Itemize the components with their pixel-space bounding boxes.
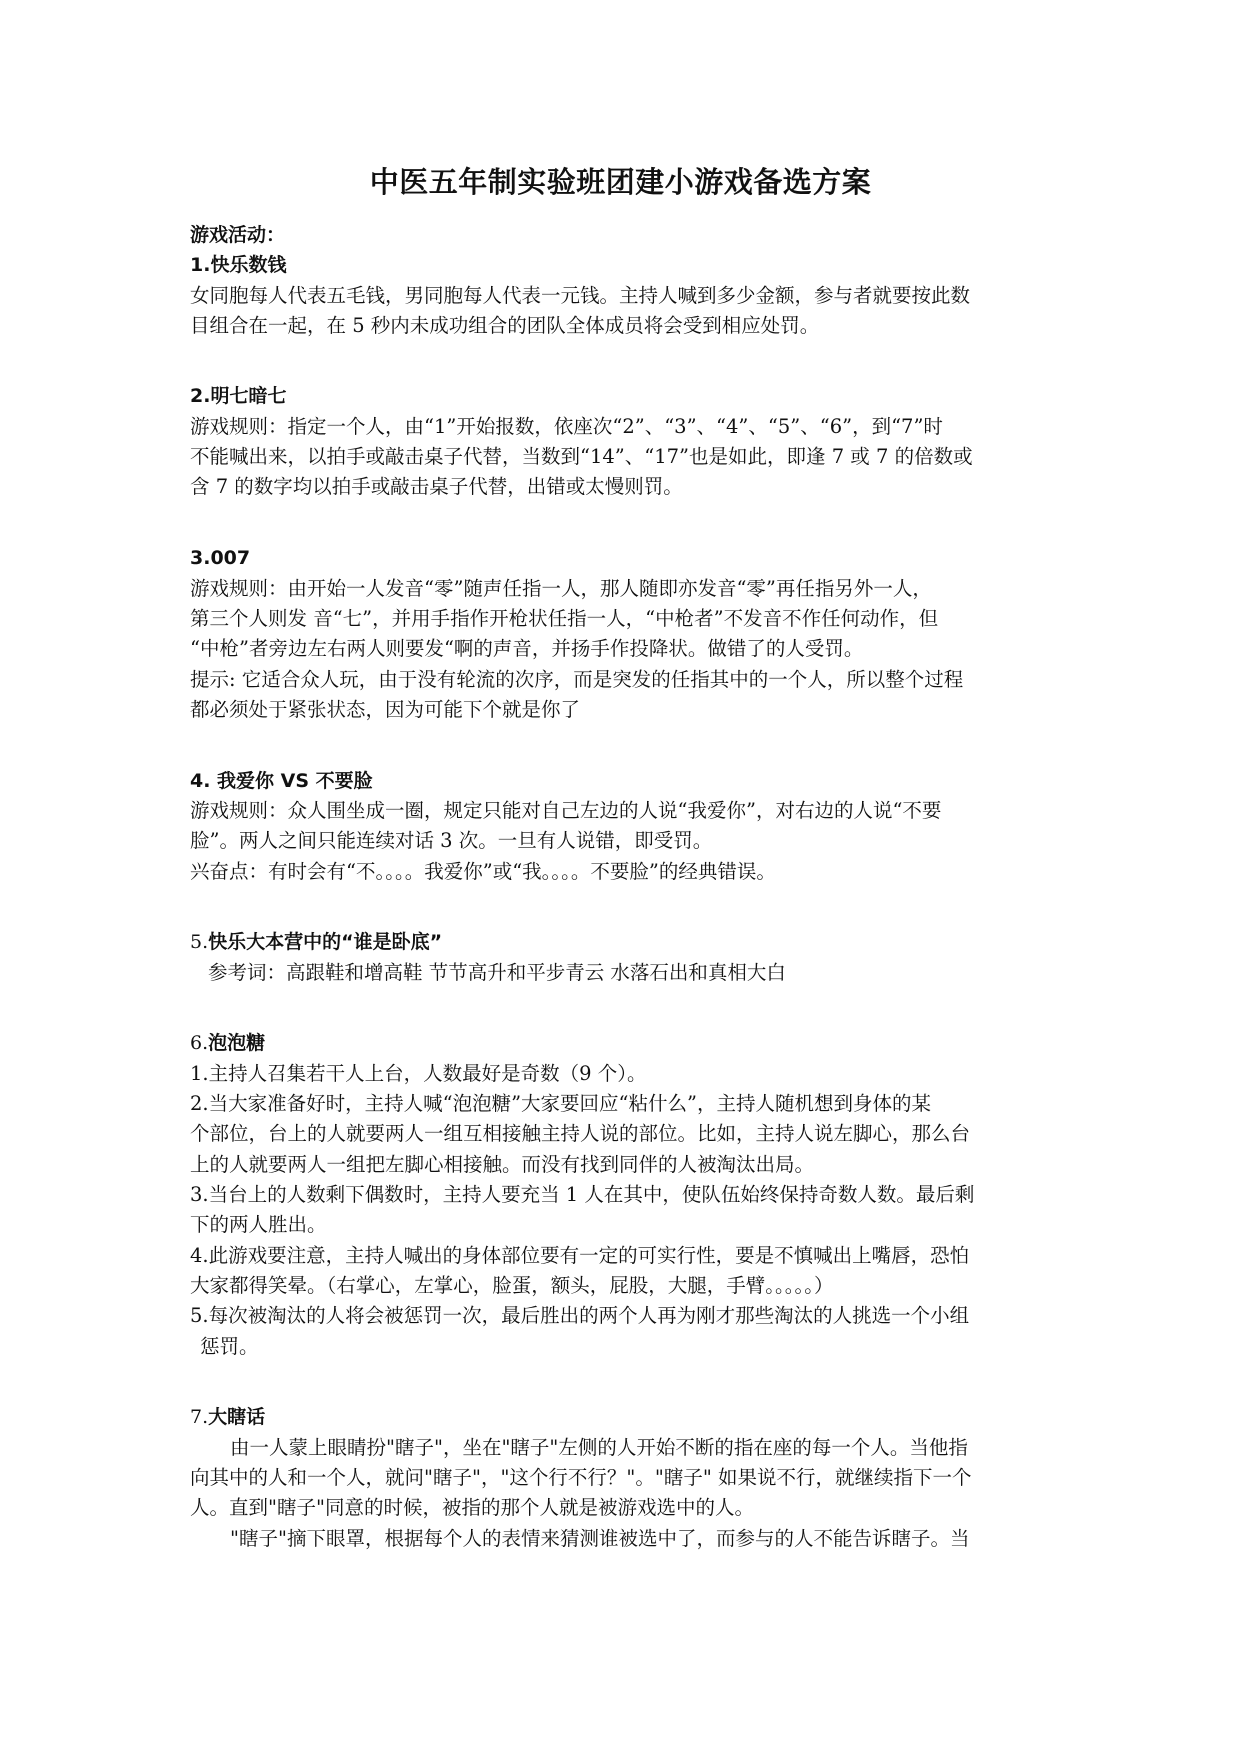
game-6-title: 泡泡糖 [208, 1032, 266, 1054]
game-7-line: 人。直到"瞎子"同意的时候，被指的那个人就是被游戏选中的人。 [190, 1496, 754, 1519]
game-6-line: 4.此游戏要注意，主持人喊出的身体部位要有一定的可实行性，要是不慎喊出上嘴唇，恐怕 [190, 1244, 970, 1267]
game-2-line: 含 7 的数字均以拍手或敲击桌子代替，出错或太慢则罚。 [190, 475, 683, 498]
game-7-heading [190, 1402, 1060, 1432]
game-6-line: 上的人就要两人一组把左脚心相接触。而没有找到同伴的人被淘汰出局。 [190, 1153, 815, 1176]
game-3-line: 第三个人则发 音“七”，并用手指作开枪状任指一人，“中枪者”不发音不作任何动作，但 [190, 607, 939, 630]
game-2-line: 不能喊出来，以拍手或敲击桌子代替，当数到“14”、“17”也是如此，即逢 7 或 7 的倍数或 [190, 445, 973, 468]
game-6-line: 5.每次被淘汰的人将会被惩罚一次，最后胜出的两个人再为刚才那些淘汰的人挑选一个小组 [190, 1304, 970, 1327]
game-7-line: 由一人蒙上眼睛扮"瞎子"，坐在"瞎子"左侧的人开始不断的指在座的每一个人。当他指 [230, 1436, 968, 1459]
game-6-line: 1.主持人召集若干人上台，人数最好是奇数（9 个）。 [190, 1062, 647, 1085]
game-5-reference-words: 参考词：高跟鞋和增高鞋 节节高升和平步青云 水落石出和真相大白 [208, 961, 786, 984]
game-1-heading: 1.快乐数钱 [190, 254, 287, 276]
game-3-line: 游戏规则：由开始一人发音“零”随声任指一人，那人随即亦发音“零”再任指另外一人， [190, 577, 932, 600]
game-1-line: 目组合在一起，在 5 秒内未成功组合的团队全体成员将会受到相应处罚。 [190, 314, 820, 337]
game-6-number: 6. [190, 1032, 209, 1054]
game-2-heading: 2.明七暗七 [190, 385, 287, 407]
game-3-tip-line: 提示: 它适合众人玩，由于没有轮流的次序，而是突发的任指其中的一个人，所以整个过程 [190, 668, 964, 691]
game-3-heading: 3.007 [190, 547, 251, 569]
game-5-heading [190, 927, 1060, 957]
game-2-line: 游戏规则：指定一个人，由“1”开始报数，依座次“2”、“3”、“4”、“5”、“6”，到“7”时 [190, 415, 943, 438]
game-5-number: 5. [190, 931, 209, 953]
game-4-line: 脸”。两人之间只能连续对话 3 次。一旦有人说错，即受罚。 [190, 829, 713, 852]
game-5-title: 快乐大本营中的“谁是卧底” [208, 931, 443, 953]
game-7-line: "瞎子"摘下眼罩，根据每个人的表情来猜测谁被选中了，而参与的人不能告诉瞎子。当 [230, 1527, 970, 1550]
game-6-line: 3.当台上的人数剩下偶数时，主持人要充当 1 人在其中，使队伍始终保持奇数人数。最后剩 [190, 1183, 975, 1206]
game-7-line: 向其中的人和一个人，就问"瞎子"，"这个行不行？"。"瞎子" 如果说不行，就继续指下一个 [190, 1466, 972, 1489]
game-7-title: 大瞎话 [208, 1406, 266, 1428]
game-1-line: 女同胞每人代表五毛钱，男同胞每人代表一元钱。主持人喊到多少金额，参与者就要按此数 [190, 284, 971, 307]
section-label: 游戏活动： [190, 224, 286, 246]
game-6-heading [190, 1028, 1060, 1058]
game-7-number: 7. [190, 1406, 209, 1428]
document-title: 中医五年制实验班团建小游戏备选方案 [369, 165, 872, 199]
game-6-line: 惩罚。 [200, 1335, 259, 1358]
game-4-line: 兴奋点：有时会有“不。。。。我爱你”或“我。。。。不要脸”的经典错误。 [190, 860, 776, 883]
game-6-line: 大家都得笑晕。（右掌心，左掌心，脸蛋，额头，屁股，大腿，手臂。。。。。） [190, 1274, 834, 1297]
game-6-line: 个部位，台上的人就要两人一组互相接触主持人说的部位。比如，主持人说左脚心，那么台 [190, 1122, 971, 1145]
game-3-tip-line: 都必须处于紧张状态，因为可能下个就是你了 [190, 698, 581, 721]
game-4-heading: 4. 我爱你 VS 不要脸 [190, 770, 373, 792]
game-4-line: 游戏规则：众人围坐成一圈，规定只能对自己左边的人说“我爱你”，对右边的人说“不要 [190, 799, 942, 822]
game-6-line: 2.当大家准备好时，主持人喊“泡泡糖”大家要回应“粘什么”，主持人随机想到身体的某 [190, 1092, 931, 1115]
game-6-line: 下的两人胜出。 [190, 1213, 327, 1236]
game-3-line: “中枪”者旁边左右两人则要发“啊的声音，并扬手作投降状。做错了的人受罚。 [190, 637, 864, 660]
